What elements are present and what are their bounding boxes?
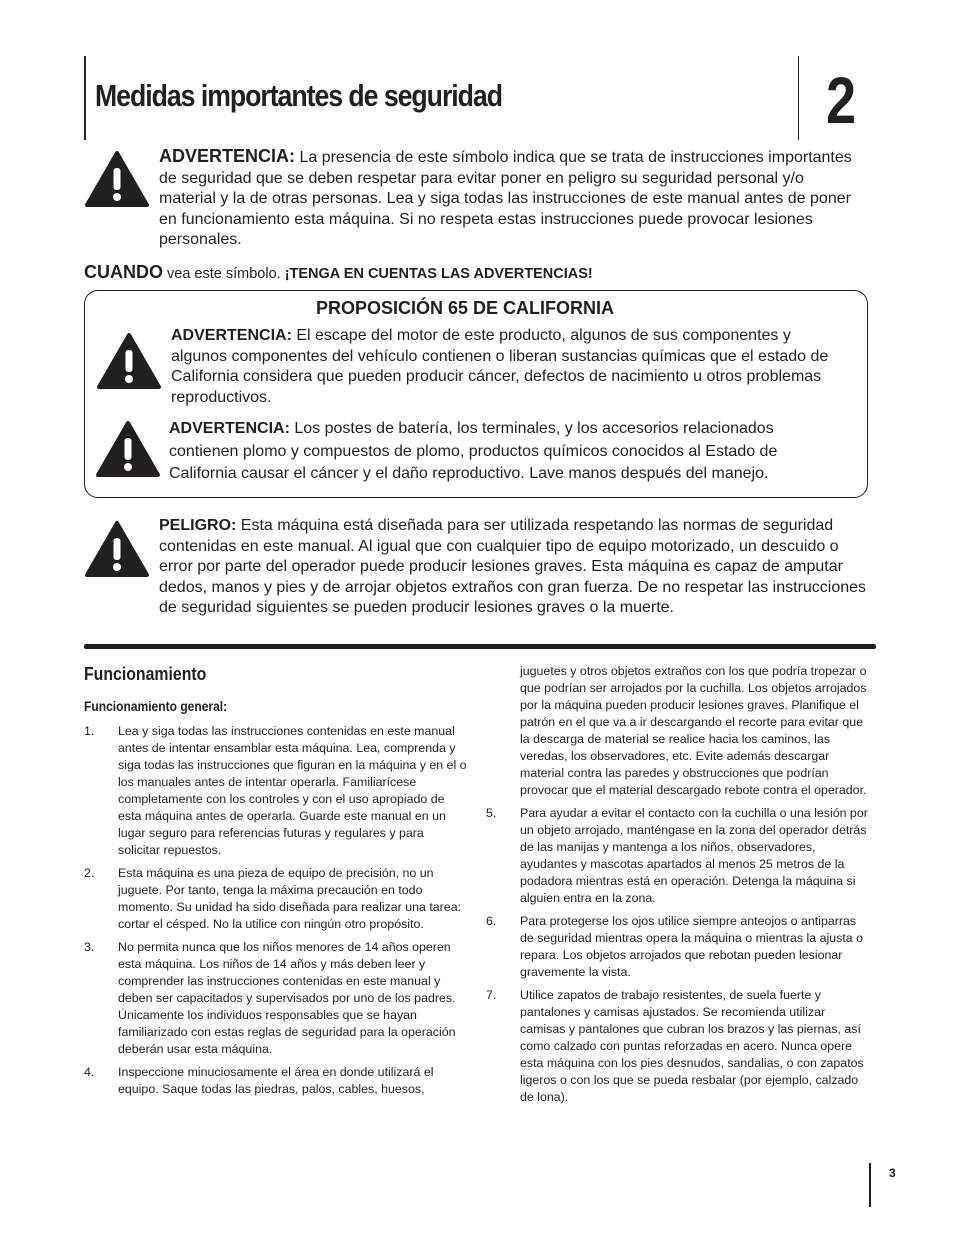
cuando-line [84,262,593,283]
prop65-warning-1-text: El escape del motor de este producto, algunos de sus componentes y algunos componentes del vehículo contienen o liberan sustancias químicas que el estado de California considera que pueden producir cáncer, defectos de nacimiento u otros problemas reproductivos. [171,327,829,406]
danger-text: Esta máquina está diseñada para ser utilizada respetando las normas de seguridad contenidas en este manual. Al igual que con cualquier tipo de equipo motorizado, un descuido o error por parte del operador puede producir lesiones graves. Esta máquina es capaz de amputar dedos, manos y pies y de arrojar objetos extraños con gran fuerza. De no respetar las instrucciones de seguridad siguientes se pueden producir lesiones graves o la muerte. [159,517,867,616]
list-item-number: 4. [84,1065,95,1079]
list-item [486,913,872,981]
warning-triangle-icon [96,332,162,390]
list-item-number: 1. [84,724,95,738]
warning-triangle-icon [95,420,161,478]
danger-label: PELIGRO: [159,517,237,534]
list-item-number: 6. [486,914,497,928]
list-item [84,1064,468,1098]
cuando-label: CUANDO [84,262,163,282]
list-item-text: juguetes y otros objetos extraños con los que podría tropezar o que podrían ser arrojados por la cuchilla. Los objetos arrojados por la máquina pueden producir lesiones graves. Planifique el patrón en el que va a ir descargando el recorte para evitar que la descarga de material se realice hacia los caminos, las veredas, los observadores, etc. Evite además descargar material contra las paredes y obstrucciones que podrían provocar que el material descargado rebote contra el operador. [520,664,867,797]
list-item-text: No permita nunca que los niños menores de 14 años operen esta máquina. Los niños de 14 años y más deben leer y comprender las instrucciones contenidas en este manual y deben ser capacitados y supervisados por uno de los padres. Únicamente los individuos responsables que se hayan familiarizado con estas reglas de seguridad para la operación deberán usar esta máquina. [118,940,456,1056]
list-item-number: 3. [84,940,95,954]
prop65-title: PROPOSICIÓN 65 DE CALIFORNIA [316,298,615,318]
page-number: 3 [889,1166,896,1180]
list-item-text: Para protegerse los ojos utilice siempre anteojos o antiparras de seguridad mientras opera la máquina o mientras la ajusta o repara. Los objetos arrojados que rebotan pueden lesionar gravemente la vista. [520,914,864,979]
section-heading: Funcionamiento [84,664,207,684]
prop65-warning-1 [171,326,841,408]
warning-main-label: ADVERTENCIA: [159,146,296,166]
page-title: Medidas importantes de seguridad [95,78,502,113]
warning-main-text: La presencia de este símbolo indica que se trata de instrucciones importantes de seguridad que se deben respetar para evitar poner en peligro su seguridad personal y/o material y la de otras personas. Lea y siga todas las instrucciones de este manual antes de poner en funcionamiento esta máquina. Si no respeta estas instrucciones puede provocar lesiones personales. [159,149,852,248]
list-item-continued [486,663,872,799]
page-number-bar [869,1163,871,1207]
list-item-text: Para ayudar a evitar el contacto con la cuchilla o una lesión por un objeto arrojado, manténgase en la zona del operador detrás de las manijas y mantenga a los niños, observadores, ayudantes y mascotas apartados al menos 25 metros de la podadora mientras está en operación. Detenga la máquina si alguien entra en la zona. [520,806,868,905]
list-item [486,805,872,907]
section-divider [84,644,876,649]
list-item [84,865,468,933]
prop65-warning-2-text: Los postes de batería, los terminales, y los accesorios relacionados contienen plomo y compuestos de plomo, productos químicos conocidos al Estado de California causar el cáncer y el daño reproductivo. Lave manos después del manejo. [169,420,778,482]
list-item [84,723,468,859]
list-item-number: 2. [84,866,95,880]
list-item-text: Lea y siga todas las instrucciones contenidas en este manual antes de intentar ensamblar esta máquina. Lea, comprenda y siga todas las instrucciones que figuran en la máquina y en el o los manuales antes de intentar operarla. Familiarícese completamente con los controles y con el uso apropiado de esta máquina antes de operarla. Guarde este manual en un lugar seguro para referencias futuras y regulares y para solicitar repuestos. [118,724,467,857]
list-left-column [84,723,468,1104]
cuando-text: vea este símbolo. [163,266,285,282]
section-subheading: Funcionamiento general: [84,698,228,714]
cuando-emphasis: ¡TENGA EN CUENTAS LAS ADVERTENCIAS! [284,266,593,282]
warning-triangle-icon [84,150,150,208]
prop65-warning-2-label: ADVERTENCIA: [169,420,290,437]
list-item [486,987,872,1106]
title-left-bar [84,56,86,140]
prop65-warning-2 [169,418,847,486]
danger-paragraph [159,516,874,619]
list-item-text: Utilice zapatos de trabajo resistentes, de suela fuerte y pantalones y camisas ajustados. Se recomienda utilizar camisas y pantalones que cubran los brazos y las piernas, así como calzado con puntas reforzadas en acero. Nunca opere esta máquina con los pies desnudos, sandalias, o con zapatos ligeros o con los que se pueda resbalar (por ejemplo, calzado de lona). [520,988,864,1104]
chapter-divider-bar [798,56,799,140]
list-item-number: 5. [486,806,497,820]
prop65-warning-1-label: ADVERTENCIA: [171,327,292,344]
chapter-number: 2 [826,63,857,137]
list-item [84,939,468,1058]
list-item-text: Esta máquina es una pieza de equipo de precisión, no un juguete. Por tanto, tenga la máxima precaución en todo momento. Su unidad ha sido diseñada para realizar una tarea: cortar el césped. No la utilice con ningún otro propósito. [118,866,462,931]
danger-triangle-icon [84,520,150,578]
list-right-column [486,663,872,1112]
warning-main [159,146,864,251]
list-item-text: Inspeccione minuciosamente el área en donde utilizará el equipo. Saque todas las piedras, palos, cables, huesos, [118,1065,434,1096]
list-item-number: 7. [486,988,497,1002]
